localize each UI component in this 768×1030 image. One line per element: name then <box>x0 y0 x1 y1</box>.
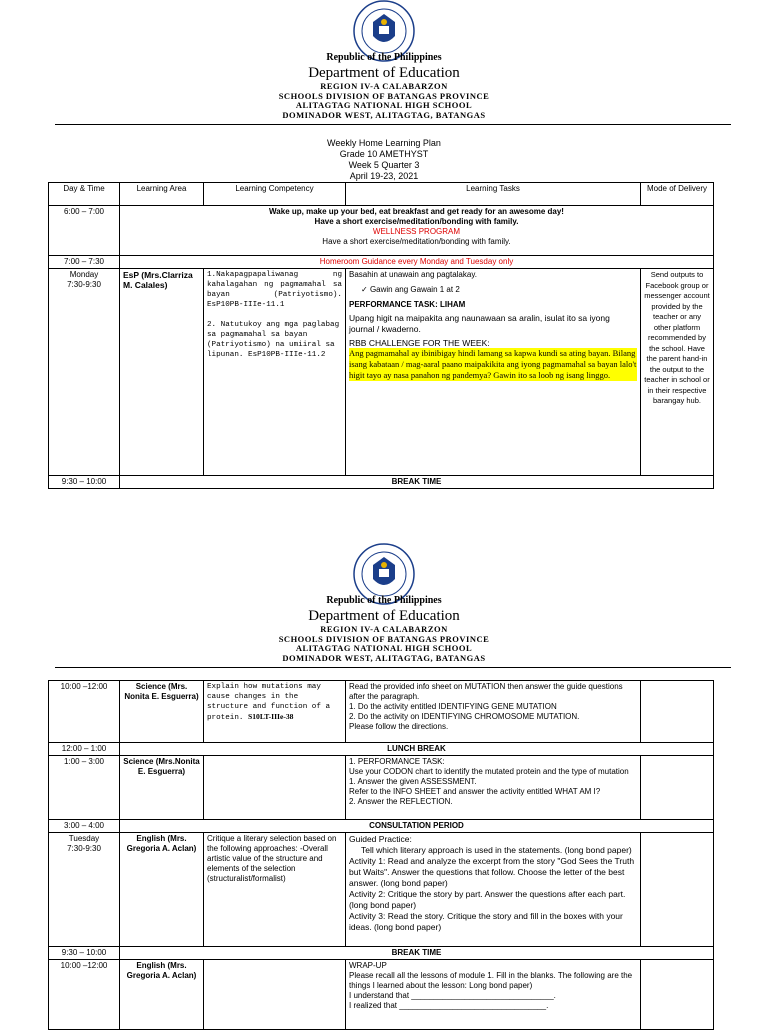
task-heading: Guided Practice: <box>349 834 412 844</box>
time-label: 7:30-9:30 <box>67 844 101 853</box>
table-row <box>49 833 714 947</box>
learning-area-cell: Science (Mrs. Nonita E. Esguerra) <box>120 681 204 743</box>
learning-tasks-cell <box>346 833 641 947</box>
learning-area-cell: English (Mrs. Gregoria A. Aclan) <box>120 960 204 1030</box>
task-text: Activity 2: Critique the story by part. Answer the questions after each part. (long bond paper) <box>349 889 626 910</box>
task-heading: WRAP-UP <box>349 961 387 970</box>
task-text: Activity 3: Read the story. Critique the story and fill in the boxes with your ideas. (long bond paper) <box>349 911 623 932</box>
learning-area-cell: English (Mrs. Gregoria A. Aclan) <box>120 833 204 947</box>
task-text: I understand that ________________________________. <box>349 991 556 1000</box>
plan-week: Week 5 Quarter 3 <box>348 160 420 170</box>
competency-cell <box>204 269 346 476</box>
time-cell: 10:00 –12:00 <box>49 960 120 1030</box>
republic-label: Republic of the Philippines <box>326 595 442 606</box>
time-cell: 1:00 – 3:00 <box>49 756 120 820</box>
mode-of-delivery-cell: Send outputs to Facebook group or messenger account provided by the teacher or any other platform recommended by the school. Have the parent hand-in the output to the teacher in school or in their respective barangay hub. <box>641 269 714 476</box>
weekly-plan-table-continued <box>48 680 714 1030</box>
competency-cell <box>204 756 346 820</box>
column-header: Learning Tasks <box>346 183 641 206</box>
task-heading: 1. PERFORMANCE TASK: <box>349 757 445 766</box>
time-cell: 10:00 –12:00 <box>49 681 120 743</box>
rbb-challenge-text: Ang pagmamahal ay ibinibigay hindi lamang sa kapwa kundi sa ating bayan. Bilang isang kabataan / mag-aaral paano maipakikita ang iyong pagmamahal sa bayan lalo't higit tayo ay nasa panahon ng pandemya? Gawin ito sa loob ng isang linggo. <box>349 348 637 380</box>
competency-code: S10LT-IIIe-38 <box>248 712 294 721</box>
activity-cell <box>120 206 714 256</box>
lunch-break-cell: LUNCH BREAK <box>120 743 714 756</box>
activity-line: Wake up, make up your bed, eat breakfast and get ready for an awesome day! <box>269 207 564 216</box>
plan-dates: April 19-23, 2021 <box>349 171 419 181</box>
table-row <box>49 256 714 269</box>
school-label: ALITAGTAG NATIONAL HIGH SCHOOL <box>295 100 473 110</box>
table-row <box>49 756 714 820</box>
header-divider <box>55 124 731 125</box>
table-header-row <box>49 183 714 206</box>
time-label: 7:30-9:30 <box>67 280 101 289</box>
weekly-plan-table <box>48 182 714 489</box>
task-text: Read the provided info sheet on MUTATION then answer the guide questions after the paragraph. <box>349 682 623 701</box>
column-header: Learning Competency <box>204 183 346 206</box>
day-time-cell <box>49 269 120 476</box>
table-row <box>49 820 714 833</box>
learning-area-cell: EsP (Mrs.Clarriza M. Calales) <box>120 269 204 476</box>
address-label: DOMINADOR WEST, ALITAGTAG, BATANGAS <box>282 652 486 663</box>
task-text: Basahin at unawain ang pagtalakay. <box>349 270 477 279</box>
learning-tasks-cell <box>346 269 641 476</box>
task-text: 1. Do the activity entitled IDENTIFYING GENE MUTATION <box>349 702 557 711</box>
table-row <box>49 476 714 489</box>
task-text: Activity 1: Read and analyze the excerpt from the story "God Sees the Truth but Waits". Answer the questions that follow. Choose the letter of the best answer. (long bond paper) <box>349 856 635 888</box>
table-row <box>49 681 714 743</box>
day-label: Monday <box>69 270 99 279</box>
column-header: Day & Time <box>49 183 120 206</box>
task-checklist-item: ✓ Gawin ang Gawain 1 at 2 <box>349 285 637 295</box>
plan-title: Weekly Home Learning Plan <box>327 138 441 148</box>
competency-text: Explain how mutations may cause changes in the structure and function of a protein. <box>207 683 331 722</box>
break-cell: BREAK TIME <box>120 476 714 489</box>
task-text: Please follow the directions. <box>349 722 449 731</box>
column-header: Learning Area <box>120 183 204 206</box>
consultation-cell: CONSULTATION PERIOD <box>120 820 714 833</box>
time-cell: 6:00 – 7:00 <box>49 206 120 256</box>
homeroom-cell: Homeroom Guidance every Monday and Tuesday only <box>120 256 714 269</box>
task-text: Tell which literary approach is used in the statements. (long bond paper) <box>361 845 632 855</box>
task-heading: RBB CHALLENGE FOR THE WEEK: <box>349 338 490 348</box>
division-label: SCHOOLS DIVISION OF BATANGAS PROVINCE <box>278 90 490 101</box>
activity-line: Have a short exercise/meditation/bonding with family. <box>314 217 519 226</box>
school-label: ALITAGTAG NATIONAL HIGH SCHOOL <box>295 643 473 653</box>
activity-line: Have a short exercise/meditation/bonding with family. <box>322 237 511 246</box>
learning-area-cell: Science (Mrs.Nonita E. Esguerra) <box>120 756 204 820</box>
task-text: Refer to the INFO SHEET and answer the activity entitled WHAT AM I? <box>349 787 601 796</box>
department-title: Department of Education <box>308 608 460 624</box>
column-header: Mode of Delivery <box>641 183 714 206</box>
time-cell: 12:00 – 1:00 <box>49 743 120 756</box>
time-cell: 3:00 – 4:00 <box>49 820 120 833</box>
learning-tasks-cell <box>346 681 641 743</box>
competency-cell <box>204 681 346 743</box>
competency-text: 2. Natutukoy ang mga paglabag sa pagmamahal sa bayan (Patriyotismo) na umiiral sa lipunan. EsP10PB-IIIe-11.2 <box>207 321 340 359</box>
header-divider <box>55 667 731 668</box>
break-cell: BREAK TIME <box>120 947 714 960</box>
task-text: Upang higit na maipakita ang naunawaan sa aralin, isulat ito sa iyong journal / kwaderno. <box>349 313 610 334</box>
plan-grade: Grade 10 AMETHYST <box>339 149 429 159</box>
learning-tasks-cell <box>346 756 641 820</box>
task-text: 2. Do the activity on IDENTIFYING CHROMOSOME MUTATION. <box>349 712 580 721</box>
time-cell: 7:00 – 7:30 <box>49 256 120 269</box>
region-label: REGION IV-A CALABARZON <box>320 624 448 634</box>
address-label: DOMINADOR WEST, ALITAGTAG, BATANGAS <box>282 109 486 120</box>
day-time-cell <box>49 833 120 947</box>
learning-tasks-cell <box>346 960 641 1030</box>
table-row <box>49 947 714 960</box>
division-label: SCHOOLS DIVISION OF BATANGAS PROVINCE <box>278 633 490 644</box>
task-text: Use your CODON chart to identify the mutated protein and the type of mutation <box>349 767 629 776</box>
competency-text: 1.Nakapagpapaliwanag ng kahalagahan ng pagmamahal sa bayan (Patriyotismo). EsP10PB-IIIe-11.1 <box>207 271 342 309</box>
day-label: Tuesday <box>68 834 100 843</box>
task-heading: PERFORMANCE TASK: LIHAM <box>349 300 466 309</box>
task-text: 2. Answer the REFLECTION. <box>349 797 453 806</box>
table-row <box>49 743 714 756</box>
time-cell: 9:30 – 10:00 <box>49 476 120 489</box>
mode-of-delivery-cell <box>641 681 714 743</box>
mode-of-delivery-cell <box>641 833 714 947</box>
task-text: I realized that _________________________________. <box>349 1001 549 1010</box>
task-text: 1. Answer the given ASSESSMENT. <box>349 777 477 786</box>
competency-cell <box>204 960 346 1030</box>
wellness-label: WELLNESS PROGRAM <box>372 227 461 236</box>
task-text: Please recall all the lessons of module 1. Fill in the blanks. The following are the things I learned about the lesson: Long bond paper) <box>349 971 633 990</box>
department-title: Department of Education <box>308 65 460 81</box>
republic-label: Republic of the Philippines <box>326 52 442 63</box>
table-row <box>49 206 714 256</box>
mode-of-delivery-cell <box>641 960 714 1030</box>
mode-of-delivery-cell <box>641 756 714 820</box>
time-cell: 9:30 – 10:00 <box>49 947 120 960</box>
competency-cell: Critique a literary selection based on the following approaches: -Overall artistic value of the structure and elements of the selection (structuralist/formalist) <box>204 833 346 947</box>
table-row <box>49 960 714 1030</box>
table-row <box>49 269 714 476</box>
region-label: REGION IV-A CALABARZON <box>320 81 448 91</box>
